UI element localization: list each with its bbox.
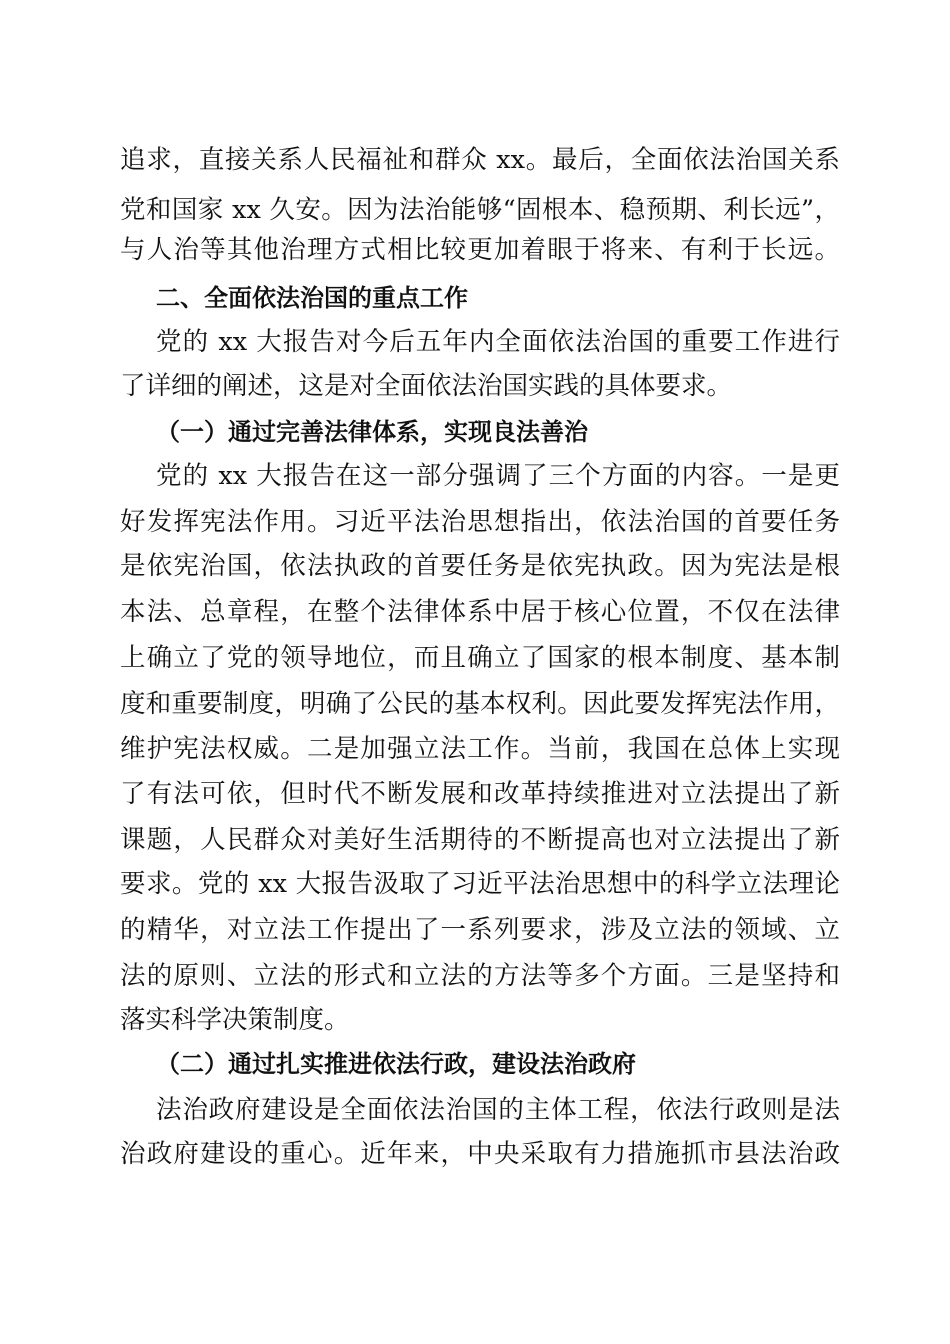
body-text-line: 治政府建设的重心。近年来，中央采取有力措施抓市县法治政: [120, 1139, 840, 1169]
body-text-line: 法的原则、立法的形式和立法的方法等多个方面。三是坚持和: [120, 961, 840, 991]
body-text-line: 课题，人民群众对美好生活期待的不断提高也对立法提出了新: [120, 825, 840, 855]
body-text-line: 要求。党的 xx 大报告汲取了习近平法治思想中的科学立法理论: [120, 869, 840, 899]
body-text-line: 了有法可依，但时代不断发展和改革持续推进对立法提出了新: [120, 779, 840, 809]
body-text-line: 了详细的阐述，这是对全面依法治国实践的具体要求。: [120, 371, 733, 401]
body-text-line: 党的 xx 大报告在这一部分强调了三个方面的内容。一是更: [156, 461, 840, 491]
body-text-line: 是依宪治国，依法执政的首要任务是依宪执政。因为宪法是根: [120, 551, 840, 581]
body-text-line: 法治政府建设是全面依法治国的主体工程，依法行政则是法: [156, 1095, 840, 1125]
body-text-line: 的精华，对立法工作提出了一系列要求，涉及立法的领域、立: [120, 915, 840, 945]
body-text-line: 追求，直接关系人民福祉和群众 xx。最后，全面依法治国关系: [120, 145, 840, 175]
subsection-heading: （二）通过扎实推进依法行政，建设法治政府: [156, 1049, 636, 1078]
body-text-line: 党和国家 xx 久安。因为法治能够“固根本、稳预期、利长远”，: [120, 195, 840, 225]
body-text-line: 上确立了党的领导地位，而且确立了国家的根本制度、基本制: [120, 643, 840, 673]
section-heading: 二、全面依法治国的重点工作: [156, 284, 468, 312]
body-text-line: 好发挥宪法作用。习近平法治思想指出，依法治国的首要任务: [120, 507, 840, 537]
body-text-line: 维护宪法权威。二是加强立法工作。当前，我国在总体上实现: [120, 734, 840, 764]
subsection-heading: （一）通过完善法律体系，实现良法善治: [156, 417, 588, 446]
body-text-line: 党的 xx 大报告对今后五年内全面依法治国的重要工作进行: [156, 327, 840, 357]
body-text-line: 落实科学决策制度。: [120, 1005, 350, 1035]
body-text-line: 与人治等其他治理方式相比较更加着眼于将来、有利于长远。: [120, 235, 840, 265]
body-text-line: 本法、总章程，在整个法律体系中居于核心位置，不仅在法律: [120, 597, 840, 627]
body-text-line: 度和重要制度，明确了公民的基本权利。因此要发挥宪法作用，: [120, 689, 840, 719]
